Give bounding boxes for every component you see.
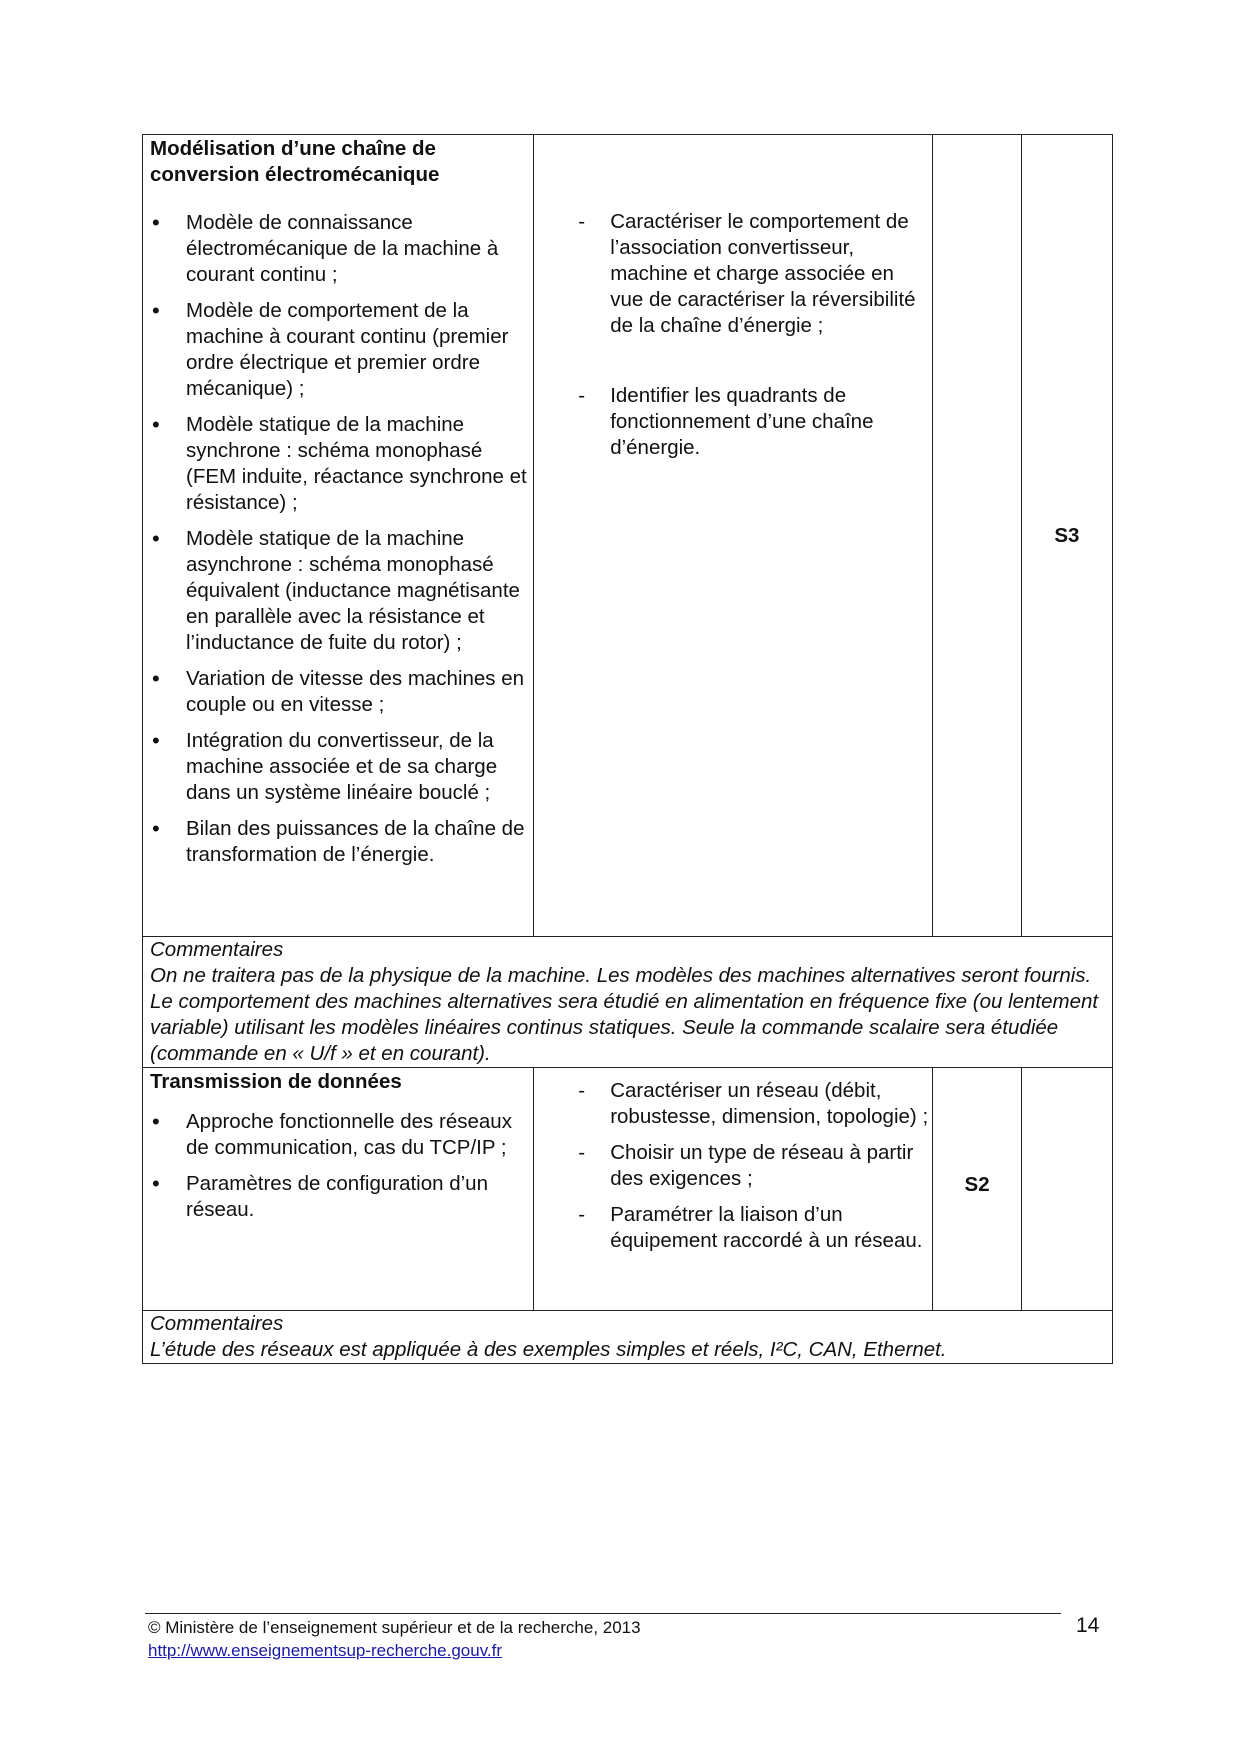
knowledge-cell bbox=[143, 135, 534, 937]
comment-label: Commentaires bbox=[150, 938, 284, 961]
dash-marker: - bbox=[578, 210, 586, 233]
list-item: • Paramètres de configuration d’un réseau. bbox=[143, 1171, 533, 1223]
list-item: • Modèle statique de la machine asynchrone : schéma monophasé équivalent (inductance magnétisante en parallèle avec la résistance et l’inductance de fuite du rotor) ; bbox=[143, 526, 533, 656]
footer-link[interactable]: http://www.enseignementsup-recherche.gouv.fr bbox=[148, 1641, 503, 1660]
list-item: • Modèle de connaissance électromécanique de la machine à courant continu ; bbox=[143, 210, 533, 288]
footer-copyright: © Ministère de l’enseignement supérieur et de la recherche, 2013 bbox=[148, 1618, 641, 1637]
skills-cell bbox=[534, 1068, 933, 1311]
knowledge-list bbox=[143, 210, 533, 868]
blank-cell bbox=[1021, 1068, 1112, 1311]
level-cell bbox=[1021, 135, 1112, 937]
dash-marker: - bbox=[578, 1141, 586, 1164]
curriculum-table bbox=[142, 134, 1113, 1364]
list-item: - Caractériser le comportement de l’association convertisseur, machine et charge associée en vue de caractériser la réversibilité de la chaîne d’énergie ; bbox=[578, 210, 916, 337]
comment-cell bbox=[143, 937, 1113, 1068]
footer-divider bbox=[145, 1613, 1061, 1614]
section-row bbox=[143, 135, 1113, 937]
comment-text: L’étude des réseaux est appliquée à des exemples simples et réels, I²C, CAN, Ethernet. bbox=[150, 1338, 947, 1361]
list-item: - Paramétrer la liaison d’un équipement raccordé à un réseau. bbox=[578, 1203, 923, 1252]
level-badge: S3 bbox=[1054, 524, 1080, 547]
list-item: • Intégration du convertisseur, de la machine associée et de sa charge dans un système linéaire bouclé ; bbox=[143, 728, 533, 806]
section-title: Transmission de données bbox=[150, 1070, 402, 1093]
list-item: • Modèle de comportement de la machine à courant continu (premier ordre électrique et premier ordre mécanique) ; bbox=[143, 298, 533, 402]
level-badge: S2 bbox=[964, 1173, 990, 1196]
section-title: Modélisation d’une chaîne de conversion électromécanique bbox=[150, 137, 440, 186]
list-item: • Approche fonctionnelle des réseaux de communication, cas du TCP/IP ; bbox=[143, 1109, 533, 1161]
list-item: - Caractériser un réseau (débit, robustesse, dimension, topologie) ; bbox=[578, 1079, 929, 1128]
section-row bbox=[143, 1068, 1113, 1311]
dash-marker: - bbox=[578, 1203, 586, 1226]
comment-row bbox=[143, 937, 1113, 1068]
dash-marker: - bbox=[578, 384, 586, 407]
list-item: • Variation de vitesse des machines en couple ou en vitesse ; bbox=[143, 666, 533, 718]
dash-marker: - bbox=[578, 1079, 586, 1102]
comment-label: Commentaires bbox=[150, 1312, 284, 1335]
skills-list bbox=[534, 1078, 932, 1254]
list-item: • Bilan des puissances de la chaîne de transformation de l’énergie. bbox=[143, 816, 533, 868]
level-cell bbox=[933, 1068, 1021, 1311]
comment-cell bbox=[143, 1311, 1113, 1364]
knowledge-cell bbox=[143, 1068, 534, 1311]
knowledge-list bbox=[143, 1109, 533, 1223]
comment-row bbox=[143, 1311, 1113, 1364]
list-item: • Modèle statique de la machine synchrone : schéma monophasé (FEM induite, réactance synchrone et résistance) ; bbox=[143, 412, 533, 516]
comment-text: On ne traitera pas de la physique de la machine. Les modèles des machines alternatives seront fournis. Le comportement des machines alternatives sera étudié en alimentation en fréquence fixe (ou lentement variable) utilisant les modèles linéaires continus statiques. Seule la commande scalaire sera étudiée (commande en « U/f » et en courant). bbox=[150, 964, 1099, 1065]
blank-cell bbox=[933, 135, 1021, 937]
list-item: - Identifier les quadrants de fonctionnement d’une chaîne d’énergie. bbox=[578, 384, 874, 459]
skills-list bbox=[534, 209, 932, 461]
list-item: - Choisir un type de réseau à partir des exigences ; bbox=[578, 1141, 914, 1190]
skills-cell bbox=[534, 135, 933, 937]
page-number: 14 bbox=[1076, 1614, 1100, 1637]
